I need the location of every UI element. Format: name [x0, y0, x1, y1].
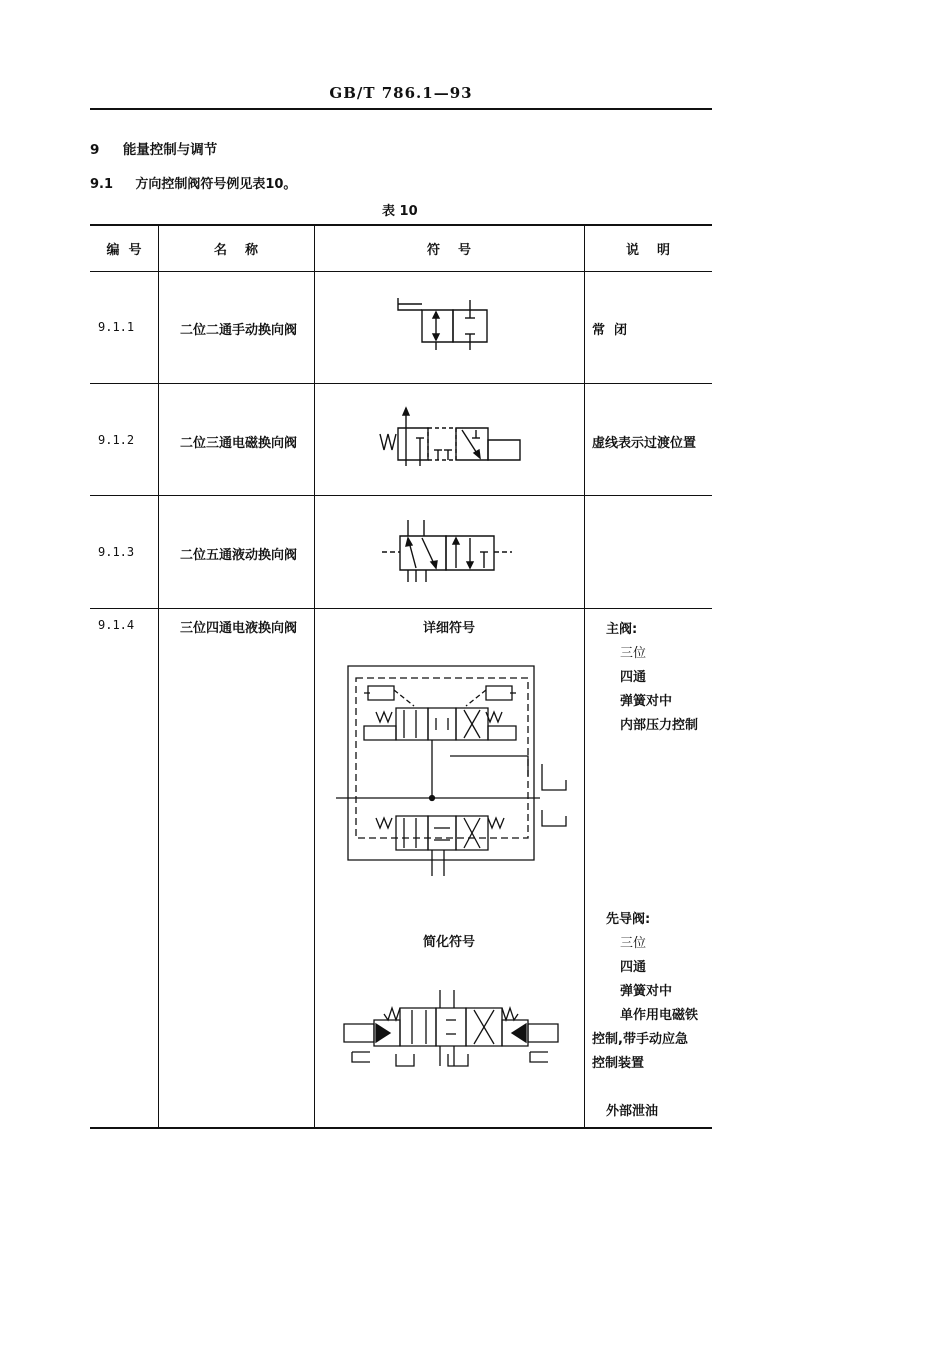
table-top-rule — [90, 224, 712, 226]
row-code: 9.1.3 — [98, 545, 135, 559]
pilot-valve-line: 弹簧对中 — [620, 984, 673, 999]
standard-number: GB/T 786.1—93 — [329, 84, 473, 102]
row-name: 二位五通液动换向阀 — [180, 548, 298, 563]
col-rule-3 — [584, 224, 585, 1128]
subsection-text: 方向控制阀符号例见表10。 — [135, 177, 297, 192]
pilot-valve-line: 四通 — [620, 960, 647, 975]
col-rule-2 — [314, 224, 315, 1128]
row-code: 9.1.2 — [98, 433, 135, 447]
row-name: 二位二通手动换向阀 — [180, 323, 298, 338]
symbol-simple-label: 简化符号 — [422, 935, 475, 950]
table-bottom-rule — [90, 1127, 712, 1129]
col-header-symbol: 符 号 — [426, 243, 472, 258]
col-header-name: 名 称 — [213, 243, 259, 258]
table-caption: 表 10 — [382, 204, 418, 219]
main-valve-title: 主阀: — [606, 622, 638, 637]
table-header-rule — [90, 271, 712, 272]
row-name: 三位四通电液换向阀 — [180, 621, 298, 636]
section-heading — [90, 138, 217, 158]
two-position-three-way-solenoid-valve-symbol-icon — [376, 404, 526, 468]
row-rule-2 — [90, 495, 712, 496]
col-rule-1 — [158, 224, 159, 1128]
main-valve-line: 内部压力控制 — [620, 718, 699, 733]
row-rule-1 — [90, 383, 712, 384]
electro-hydraulic-valve-detailed-symbol-icon — [330, 660, 570, 880]
col-header-code: 编 号 — [106, 243, 142, 258]
pilot-valve-line: 三位 — [620, 936, 647, 951]
subsection-number: 9.1 — [90, 177, 114, 192]
symbol-detail-label: 详细符号 — [422, 621, 475, 636]
row-name: 二位三通电磁换向阀 — [180, 436, 298, 451]
pilot-valve-line: 控制装置 — [592, 1056, 645, 1071]
electro-hydraulic-valve-simplified-symbol-icon — [340, 990, 564, 1070]
header-rule — [90, 108, 712, 110]
section-title: 能量控制与调节 — [122, 142, 218, 158]
row-note: 虚线表示过渡位置 — [592, 436, 697, 451]
pilot-valve-title: 先导阀: — [606, 912, 651, 927]
row-code: 9.1.1 — [98, 320, 135, 334]
subsection-line — [90, 173, 296, 192]
drain-note: 外部泄油 — [606, 1104, 659, 1119]
main-valve-line: 四通 — [620, 670, 647, 685]
row-note: 常 闭 — [592, 323, 628, 338]
two-position-two-way-manual-valve-symbol-icon — [396, 290, 496, 360]
main-valve-line: 三位 — [620, 646, 647, 661]
two-position-five-way-hydraulic-valve-symbol-icon — [380, 516, 520, 586]
main-valve-line: 弹簧对中 — [620, 694, 673, 709]
section-number: 9 — [90, 142, 100, 158]
pilot-valve-line: 单作用电磁铁 — [620, 1008, 699, 1023]
pilot-valve-line: 控制,带手动应急 — [592, 1032, 688, 1047]
row-rule-3 — [90, 608, 712, 609]
row-code: 9.1.4 — [98, 618, 135, 632]
col-header-note: 说 明 — [625, 243, 671, 258]
